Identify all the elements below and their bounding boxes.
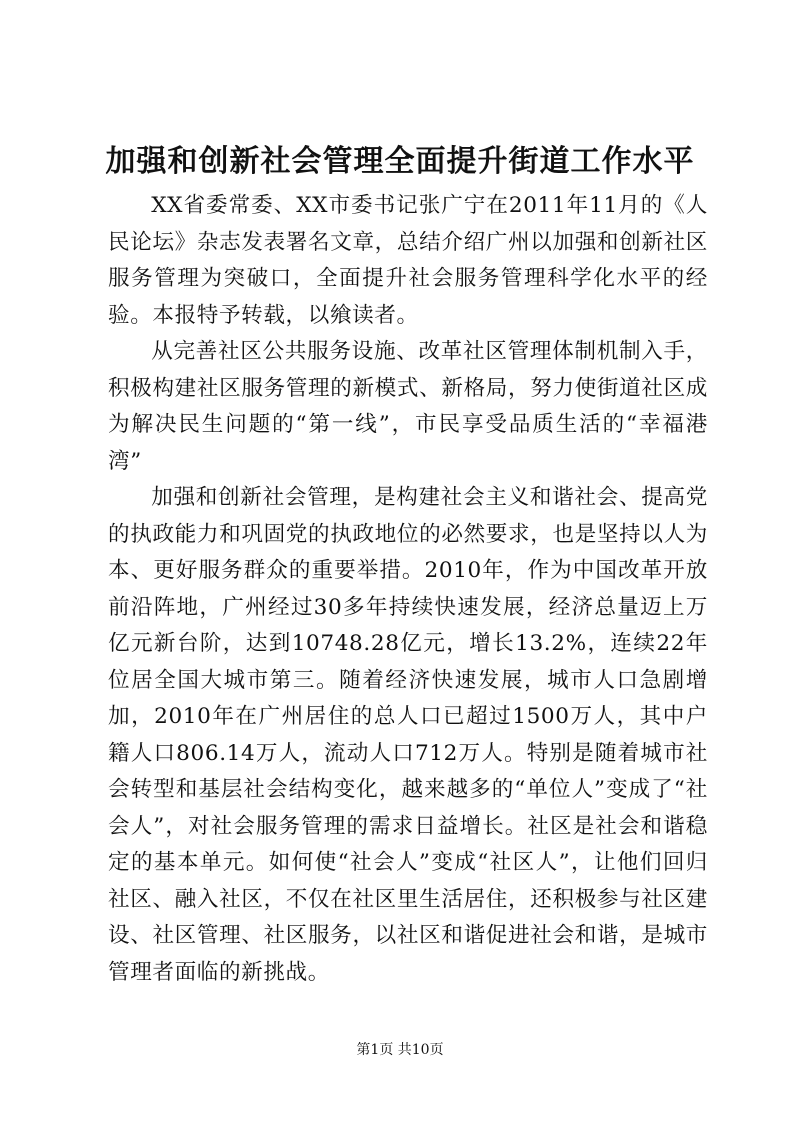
document-body	[108, 188, 708, 991]
paragraph-1: XX省委常委、XX市委书记张广宁在2011年11月的《人民论坛》杂志发表署名文章，总结介绍广州以加强和创新社区服务管理为突破口，全面提升社会服务管理科学化水平的经验。本报特予转载，以飨读者。	[108, 193, 708, 328]
paragraph-2: 从完善社区公共服务设施、改革社区管理体制机制入手，积极构建社区服务管理的新模式、新格局，努力使街道社区成为解决民生问题的“第一线”，市民享受品质生活的“幸福港湾”	[108, 339, 708, 474]
paragraph-3: 加强和创新社会管理，是构建社会主义和谐社会、提高党的执政能力和巩固党的执政地位的必然要求，也是坚持以人为本、更好服务群众的重要举措。2010年，作为中国改革开放前沿阵地，广州经过30多年持续快速发展，经济总量迈上万亿元新台阶，达到10748.28亿元，增长13.2%，连续22年位居全国大城市第三。随着经济快速发展，城市人口急剧增加，2010年在广州居住的总人口已超过1500万人，其中户籍人口806.14万人，流动人口712万人。特别是随着城市社会转型和基层社会结构变化，越来越多的“单位人”变成了“社会人”，对社会服务管理的需求日益增长。社区是社会和谐稳定的基本单元。如何使“社会人”变成“社区人”，让他们回归社区、融入社区，不仅在社区里生活居住，还积极参与社区建设、社区管理、社区服务，以社区和谐促进社会和谐，是城市管理者面临的新挑战。	[108, 485, 708, 985]
document-title: 加强和创新社会管理全面提升街道工作水平	[105, 144, 695, 179]
page-number-footer: 第1页 共10页	[356, 1042, 444, 1058]
